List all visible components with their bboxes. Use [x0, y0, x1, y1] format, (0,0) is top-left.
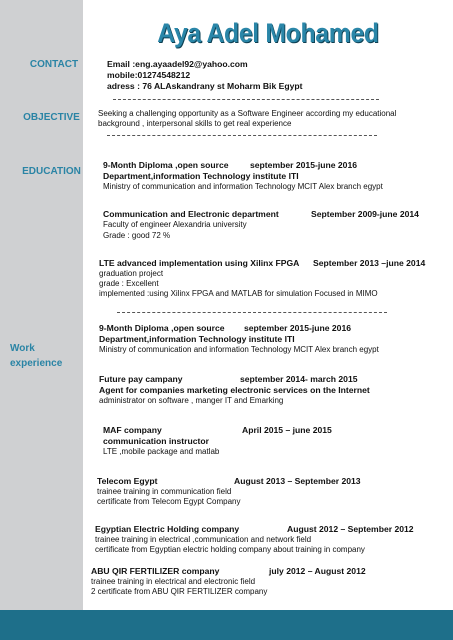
work1-subtitle: Department,information Technology institute ITI — [99, 334, 295, 344]
work5-title: Egyptian Electric Holding company — [95, 524, 240, 534]
work6-date: july 2012 – August 2012 — [269, 566, 366, 576]
work2-date: september 2014- march 2015 — [240, 374, 358, 384]
work3-line1: LTE ,mobile package and matlab — [103, 447, 220, 456]
edu3-line2: grade : Excellent — [99, 279, 159, 288]
work5-line2: certificate from Egyptian electric holding company about training in company — [95, 545, 365, 554]
work4-title: Telecom Egypt — [97, 476, 158, 486]
edu3-title: LTE advanced implementation using Xilinx FPGA — [99, 258, 300, 268]
edu1-line1: Ministry of communication and information Technology MCIT Alex branch egypt — [103, 182, 383, 191]
objective-line2: background , interpersonal skills to get real experience — [98, 119, 292, 128]
edu1-title: 9-Month Diploma ,open source — [103, 160, 229, 170]
work2-subtitle: Agent for companies marketing electronic services on the Internet — [99, 385, 370, 395]
divider — [107, 135, 377, 136]
edu2-line2: Grade : good 72 % — [103, 231, 171, 240]
work4-line2: certificate from Telecom Egypt Company — [97, 497, 241, 506]
resume-name: Aya Adel Mohamed — [157, 18, 379, 48]
edu1-date: september 2015-june 2016 — [250, 160, 358, 170]
work1-date: september 2015-june 2016 — [244, 323, 352, 333]
work-heading-line1: Work — [10, 343, 35, 354]
work3-date: April 2015 – june 2015 — [242, 425, 332, 435]
work6-line2: 2 certificate from ABU QIR FERTILIZER company — [91, 587, 268, 596]
contact-address: adress : 76 ALAskandrany st Moharm Bik Egypt — [107, 81, 303, 91]
work4-date: August 2013 – September 2013 — [234, 476, 361, 486]
work-heading — [10, 341, 93, 371]
divider — [113, 99, 379, 100]
work3-subtitle: communication instructor — [103, 436, 209, 446]
footer-bar — [0, 610, 453, 640]
divider — [117, 312, 387, 313]
objective-line1: Seeking a challenging opportunity as a Software Engineer according my educational — [98, 109, 397, 118]
work2-line1: administrator on software , manger IT and Emarking — [99, 396, 284, 405]
objective-heading: OBJECTIVE — [23, 112, 80, 123]
work6-line1: trainee training in electrical and electronic field — [91, 577, 256, 586]
left-sidebar — [0, 0, 83, 610]
education-heading: EDUCATION — [22, 166, 81, 177]
edu2-line1: Faculty of engineer Alexandria university — [103, 220, 247, 229]
work5-date: August 2012 – September 2012 — [287, 524, 414, 534]
edu2-date: September 2009-june 2014 — [311, 209, 419, 219]
work4-line1: trainee training in communication field — [97, 487, 232, 496]
work5-line1: trainee training in electrical ,communication and network field — [95, 535, 312, 544]
work3-title: MAF company — [103, 425, 162, 435]
edu3-date: September 2013 –june 2014 — [313, 258, 426, 268]
contact-email: Email :eng.ayaadel92@yahoo.com — [107, 59, 248, 69]
edu1-subtitle: Department,information Technology institute ITI — [103, 171, 299, 181]
edu2-title: Communication and Electronic department — [103, 209, 279, 219]
work-heading-line2: experience — [10, 358, 63, 369]
work2-title: Future pay campany — [99, 374, 183, 384]
work1-title: 9-Month Diploma ,open source — [99, 323, 225, 333]
contact-heading: CONTACT — [29, 59, 79, 70]
edu3-line1: graduation project — [99, 269, 164, 278]
contact-mobile: mobile:01274548212 — [107, 70, 191, 80]
work6-title: ABU QIR FERTILIZER company — [91, 566, 220, 576]
work1-line1: Ministry of communication and information Technology MCIT Alex branch egypt — [99, 345, 379, 354]
edu3-line3: implemented :using Xilinx FPGA and MATLAB for simulation Focused in MIMO — [99, 289, 378, 298]
